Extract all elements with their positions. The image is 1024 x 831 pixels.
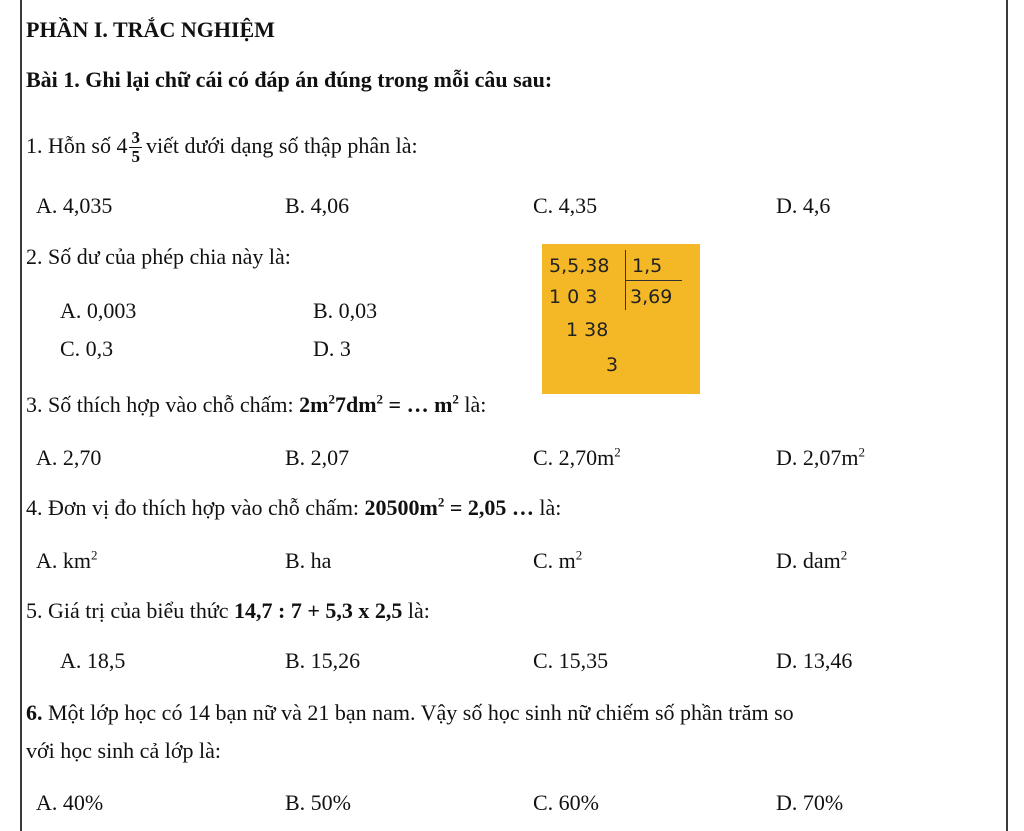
part-title: PHẦN I. TRẮC NGHIỆM (26, 17, 275, 42)
q1-fraction-denominator: 5 (131, 147, 140, 167)
q5-expression: 14,7 : 7 + 5,3 x 2,5 (234, 598, 403, 623)
q4-option-d: D. dam$^2$ (776, 547, 848, 573)
q4-expr-b: = 2,05 … (444, 495, 534, 520)
q6-text-line-1: Một lớp học có 14 bạn nữ và 21 bạn nam. Vậy số học sinh nữ chiếm số phần trăm so (42, 700, 794, 725)
long-division-image (542, 244, 700, 394)
q3-sup-a: 2 (328, 391, 335, 407)
question-1 (26, 126, 418, 166)
q1-option-a: A. 4,035 (36, 193, 113, 218)
q3-sup-b: 2 (376, 391, 384, 407)
q5-option-c: C. 15,35 (533, 648, 609, 673)
q2-option-c: C. 0,3 (60, 336, 114, 361)
q1-option-b: B. 4,06 (285, 193, 350, 218)
q3-option-c: C. $2,70m^2$ (533, 444, 621, 470)
question-3 (26, 392, 486, 418)
q2-option-b: B. 0,03 (313, 298, 378, 323)
q1-fraction (129, 129, 142, 166)
q4-option-b: B. ha (285, 548, 332, 573)
division-dividend: 5,5,38 (549, 255, 610, 277)
q4-sup-a: 2 (437, 494, 445, 510)
q1-option-d: D. 4,6 (776, 193, 831, 218)
q6-option-a: A. 40% (36, 790, 104, 815)
q5-option-d: D. 13,46 (776, 648, 853, 673)
q5-prefix: 5. Giá trị của biểu thức (26, 598, 235, 623)
question-5 (26, 598, 430, 624)
q3-expr-b: 7dm (334, 392, 377, 417)
question-2: 2. Số dư của phép chia này là: (26, 244, 291, 269)
division-step-1: 1 0 3 (549, 286, 598, 308)
q4-suffix: là: (533, 495, 562, 520)
division-divisor: 1,5 (632, 255, 663, 277)
q3-option-d: D. $2,07m^2$ (776, 444, 865, 470)
q3-expr-a: 2m (299, 392, 329, 417)
q4-option-c: C. $m^2$ (533, 547, 583, 573)
q3-option-b: B. 2,07 (285, 445, 350, 470)
exercise-title: Bài 1. Ghi lại chữ cái có đáp án đúng trong mỗi câu sau: (26, 67, 553, 92)
q3-option-a: A. 2,70 (36, 445, 102, 470)
q4-option-a: A. $km^2$ (36, 547, 98, 573)
q2-option-d: D. 3 (313, 336, 351, 361)
q1-prefix: 1. Hỗn số 4 (26, 133, 128, 158)
q3-expr-c: = … m (383, 392, 453, 417)
q1-fraction-numerator: 3 (131, 128, 140, 148)
division-quotient: 3,69 (630, 286, 673, 308)
division-horizontal-line (626, 280, 682, 281)
division-step-2: 1 38 (566, 319, 609, 341)
question-6-line-2: với học sinh cả lớp là: (26, 738, 221, 763)
question-6-line-1 (26, 700, 794, 726)
q5-suffix: là: (402, 598, 430, 623)
q3-sup-c: 2 (452, 391, 459, 407)
q1-option-c: C. 4,35 (533, 193, 598, 218)
q1-suffix: viết dưới dạng số thập phân là: (145, 133, 418, 158)
page-left-border (20, 0, 22, 831)
q6-option-d: D. 70% (776, 790, 844, 815)
q6-option-b: B. 50% (285, 790, 351, 815)
q5-option-a: A. 18,5 (60, 648, 126, 673)
q3-prefix: 3. Số thích hợp vào chỗ chấm: (26, 392, 300, 417)
q2-option-a: A. 0,003 (60, 298, 137, 323)
q4-expr-a: 20500m (364, 495, 438, 520)
q5-option-b: B. 15,26 (285, 648, 361, 673)
q6-number: 6. (26, 700, 43, 725)
division-remainder: 3 (606, 354, 619, 376)
q3-suffix: là: (458, 392, 487, 417)
q6-option-c: C. 60% (533, 790, 599, 815)
question-4 (26, 495, 561, 521)
q4-prefix: 4. Đơn vị đo thích hợp vào chỗ chấm: (26, 495, 365, 520)
page-right-border (1006, 0, 1008, 831)
